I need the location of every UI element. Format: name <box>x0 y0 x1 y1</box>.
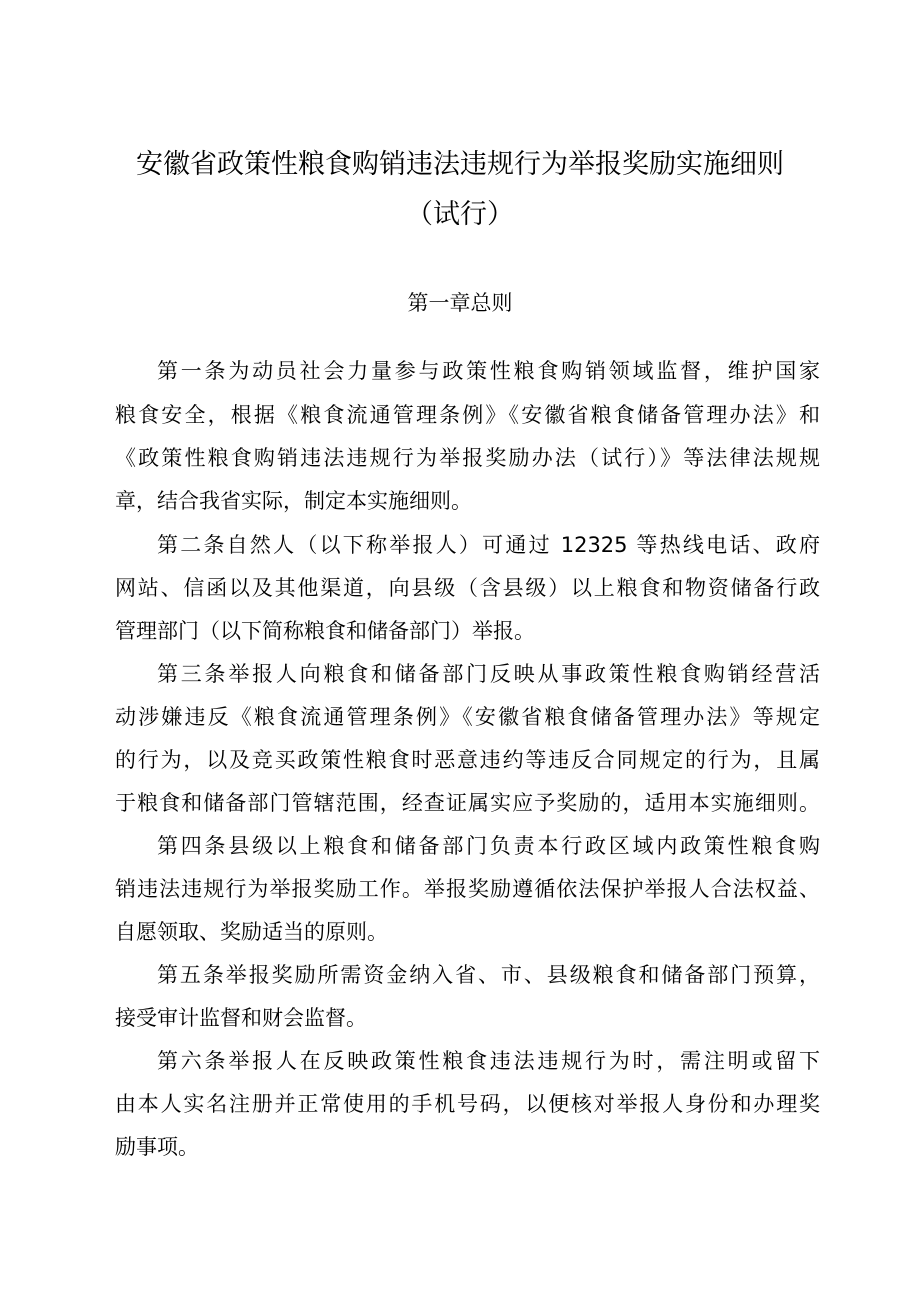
article-line: 第一条为动员社会力量参与政策性粮食购销领域监督，维护国家 <box>157 359 820 383</box>
article-line: 销违法违规行为举报奖励工作。举报奖励遵循依法保护举报人合法权益、 <box>115 877 820 901</box>
article-line: 《政策性粮食购销违法违规行为举报奖励办法（试行）》等法律法规规 <box>115 446 820 470</box>
article-line: 第五条举报奖励所需资金纳入省、市、县级粮食和储备部门预算， <box>157 963 820 987</box>
article-line: 管理部门（以下简称粮食和储备部门）举报。 <box>115 619 535 643</box>
article-line: 第六条举报人在反映政策性粮食违法违规行为时，需注明或留下 <box>157 1049 820 1073</box>
article-line: 于粮食和储备部门管辖范围，经查证属实应予奖励的，适用本实施细则。 <box>115 791 820 815</box>
article-line: 动涉嫌违反《粮食流通管理条例》《安徽省粮食储备管理办法》等规定 <box>115 705 820 729</box>
article-line: 励事项。 <box>115 1135 199 1159</box>
article-line: 自愿领取、奖励适当的原则。 <box>115 920 388 944</box>
document-title-subtitle: （试行） <box>406 199 514 230</box>
article-line: 由本人实名注册并正常使用的手机号码，以便核对举报人身份和办理奖 <box>115 1092 820 1116</box>
article-line: 网站、信函以及其他渠道，向县级（含县级）以上粮食和物资储备行政 <box>115 576 820 600</box>
article-line: 接受审计监督和财会监督。 <box>115 1006 367 1030</box>
article-line: 第二条自然人（以下称举报人）可通过 12325 等热线电话、政府 <box>157 533 820 557</box>
article-line: 第四条县级以上粮食和储备部门负责本行政区域内政策性粮食购 <box>157 834 820 858</box>
document-title: 安徽省政策性粮食购销违法违规行为举报奖励实施细则 <box>136 149 784 180</box>
article-line: 第三条举报人向粮食和储备部门反映从事政策性粮食购销经营活 <box>157 662 820 686</box>
article-line: 的行为，以及竞买政策性粮食时恶意违约等违反合同规定的行为，且属 <box>115 748 820 772</box>
chapter-heading: 第一章总则 <box>407 291 513 315</box>
article-line: 章，结合我省实际，制定本实施细则。 <box>115 489 472 513</box>
article-line: 粮食安全，根据《粮食流通管理条例》《安徽省粮食储备管理办法》和 <box>115 403 820 427</box>
